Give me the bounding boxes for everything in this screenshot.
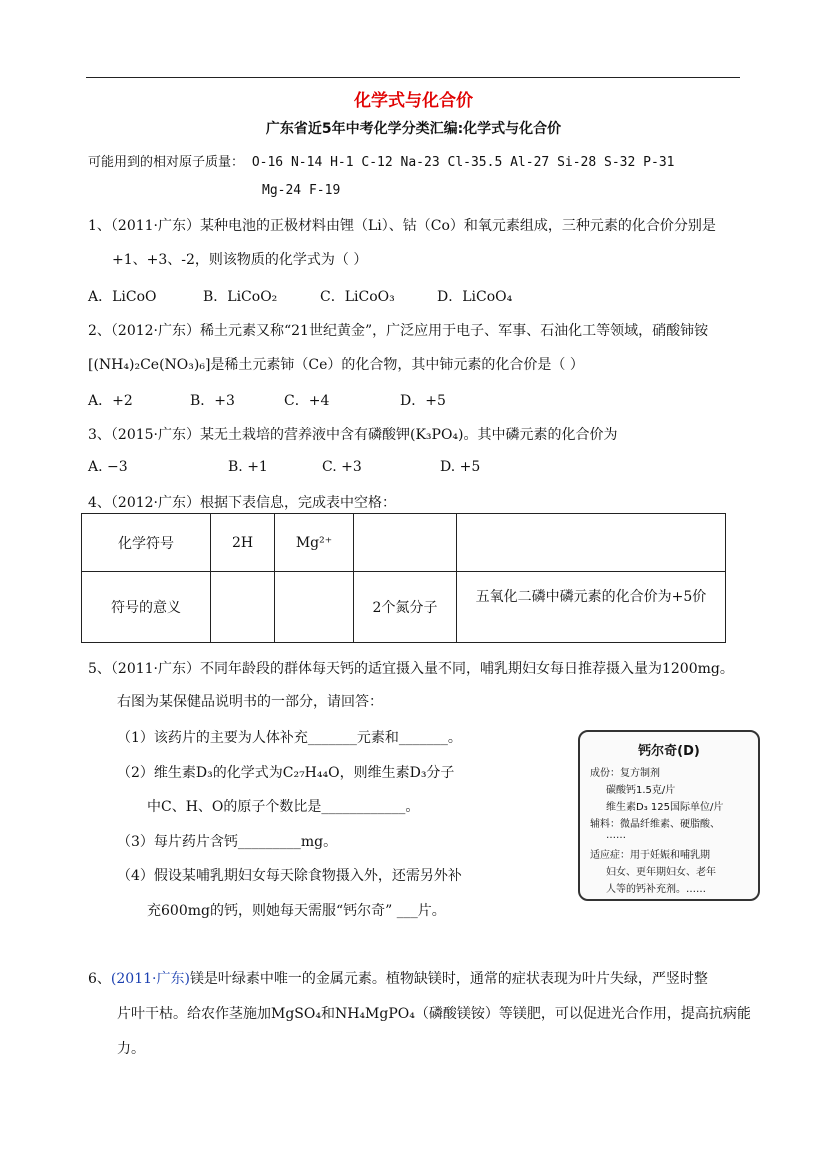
q3-option-d: D. +5: [440, 459, 481, 475]
table-cell-phosphorus: 五氧化二磷中磷元素的化合价为+5价: [457, 572, 726, 643]
calcium-label-image: [578, 730, 760, 901]
q1-stem-line1: 1、（2011·广东）某种电池的正极材料由锂（Li）、钴（Co）和氧元素组成，三种元素的化合价分别是: [88, 218, 716, 234]
table-cell-blank[interactable]: [457, 514, 726, 572]
q6-text: 镁是叶绿素中唯一的金属元素。植物缺镁时，通常的症状表现为叶片失绿，严竖时整: [189, 971, 708, 987]
q5-sub4-line2: 充600mg的钙，则她每天需服“钙尔奇” ___片。: [147, 903, 446, 919]
q6-stem-line3: 力。: [117, 1041, 145, 1057]
q1-option-c: C．LiCoO₃: [320, 289, 395, 305]
q5-sub1: （1）该药片的主要为人体补充_______元素和_______。: [117, 730, 462, 746]
q5-stem-line1: 5、（2011·广东）不同年龄段的群体每天钙的适宜摄入量不同，哺乳期妇女每日推荐摄入量为1200mg。: [88, 661, 734, 677]
q1-option-b: B．LiCoO₂: [203, 289, 278, 305]
table-cell-blank[interactable]: [275, 572, 354, 643]
q1-option-d: D．LiCoO₄: [437, 289, 513, 305]
table-cell-blank[interactable]: [354, 514, 457, 572]
q3-option-a: A. −3: [88, 459, 128, 475]
calcium-label-title: 钙尔奇(D): [638, 744, 700, 759]
q6-stem-line2: 片叶干枯。给农作茎施加MgSO₄和NH₄MgPO₄（磷酸镁铵）等镁肥，可以促进光合作用，提高抗病能: [117, 1006, 751, 1022]
q1-option-a: A．LiCoO: [88, 289, 157, 305]
table-cell-mg-ion: Mg²⁺: [275, 514, 354, 572]
q5-sub2-line1: （2）维生素D₃的化学式为C₂₇H₄₄O，则维生素D₃分子: [117, 765, 455, 781]
q4-stem: 4、（2012·广东）根据下表信息，完成表中空格：: [88, 495, 396, 511]
q2-option-d: D．+5: [400, 393, 446, 409]
q3-option-c: C. +3: [322, 459, 362, 475]
calcium-label-line: 妇女、更年期妇女、老年: [606, 867, 716, 878]
q2-option-a: A．+2: [88, 393, 133, 409]
table-row: [82, 572, 726, 643]
q2-stem-line1: 2、（2012·广东）稀土元素又称“21世纪黄金”，广泛应用于电子、军事、石油化工等领域，硝酸铈铵: [88, 323, 709, 339]
page-title: 化学式与化合价: [354, 91, 473, 111]
table-row: [82, 514, 726, 572]
q2-option-c: C．+4: [284, 393, 330, 409]
symbol-meaning-table: [81, 513, 726, 643]
table-cell-header-symbol: 化学符号: [82, 514, 211, 572]
q5-sub4-line1: （4）假设某哺乳期妇女每天除食物摄入外，还需另外补: [117, 868, 462, 884]
table-cell-blank[interactable]: [211, 572, 275, 643]
q6-number: 6、: [88, 971, 111, 987]
q2-option-b: B．+3: [190, 393, 235, 409]
calcium-label-line: 适应症：用于妊娠和哺乳期: [590, 850, 710, 861]
calcium-label-line: 辅料：微晶纤维素、硬脂酸、: [590, 819, 720, 830]
header-rule: [86, 77, 740, 78]
calcium-label-line: 维生素D₃ 125国际单位/片: [606, 802, 724, 813]
q5-stem-line2: 右图为某保健品说明书的一部分，请回答：: [117, 694, 383, 710]
table-cell-2h: 2H: [211, 514, 275, 572]
table-cell-nitrogen: 2个氮分子: [354, 572, 457, 643]
q6-stem-line1: [88, 968, 708, 988]
q5-sub2-line2: 中C、H、O的原子个数比是____________。: [147, 799, 420, 815]
calcium-label-line: 成份：复方制剂: [590, 768, 660, 779]
q3-option-b: B. +1: [228, 459, 268, 475]
atomic-masses-line1: 可能用到的相对原子质量： O-16 N-14 H-1 C-12 Na-23 Cl-35.5 Al-27 Si-28 S-32 P-31: [88, 155, 675, 170]
atomic-masses-line2: Mg-24 F-19: [262, 183, 341, 198]
q1-stem-line2: +1、+3、-2，则该物质的化学式为（ ）: [112, 252, 368, 268]
page-subtitle: 广东省近5年中考化学分类汇编:化学式与化合价: [265, 121, 562, 137]
q5-sub3: （3）每片药片含钙_________mg。: [117, 834, 338, 850]
q3-stem: 3、（2015·广东）某无土栽培的营养液中含有磷酸钾(K₃PO₄)。其中磷元素的化合价为: [88, 427, 618, 443]
calcium-label-line: 碳酸钙1.5克/片: [606, 785, 676, 796]
q2-stem-line2: [(NH₄)₂Ce(NO₃)₆]是稀土元素铈（Ce）的化合物，其中铈元素的化合价是（ ）: [88, 357, 584, 373]
calcium-label-line: 人等的钙补充剂。……: [606, 884, 706, 895]
q6-source: (2011·广东): [110, 971, 190, 987]
table-cell-header-meaning: 符号的意义: [82, 572, 211, 643]
calcium-label-line: ……: [606, 830, 626, 841]
